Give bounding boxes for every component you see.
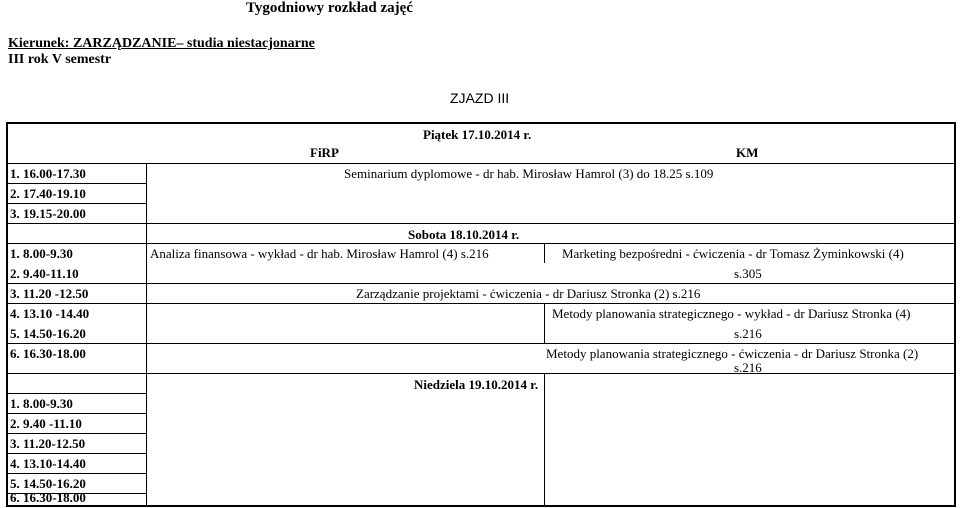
sunday-date: Niedziela 19.10.2014 r. xyxy=(414,377,539,392)
sunday-slot-4: 4. 13.10-14.40 xyxy=(10,456,86,471)
metody-wyklad-room: s.216 xyxy=(734,326,762,341)
grid-line xyxy=(544,303,545,343)
page-title: Tygodniowy rozkład zajęć xyxy=(246,0,413,16)
marketing-bezposredni: Marketing bezpośredni - ćwiczenia - dr Tomasz Żyminkowski (4) xyxy=(562,246,904,261)
saturday-slot-5: 5. 14.50-16.20 xyxy=(10,326,86,341)
saturday-slot-2: 2. 9.40-11.10 xyxy=(10,266,79,281)
friday-slot-2: 2. 17.40-19.10 xyxy=(10,186,86,201)
grid-line xyxy=(8,453,146,454)
year-semester-label: III rok V semestr xyxy=(8,52,112,67)
zarzadzanie-projektami: Zarządzanie projektami - ćwiczenia - dr Dariusz Stronka (2) s.216 xyxy=(356,286,701,301)
saturday-slot-3: 3. 11.20 -12.50 xyxy=(10,286,89,301)
friday-slot-3: 3. 19.15-20.00 xyxy=(10,206,86,221)
grid-line xyxy=(146,163,147,505)
grid-line xyxy=(8,343,954,344)
grid-line xyxy=(8,223,954,224)
friday-slot-1: 1. 16.00-17.30 xyxy=(10,166,86,181)
grid-line xyxy=(8,413,146,414)
grid-line xyxy=(8,373,954,374)
grid-line xyxy=(8,283,954,284)
sunday-slot-5: 5. 14.50-16.20 xyxy=(10,476,86,491)
saturday-slot-4: 4. 13.10 -14.40 xyxy=(10,306,90,321)
metody-cwiczenia: Metody planowania strategicznego - ćwiczenia - dr Dariusz Stronka (2) xyxy=(546,346,919,361)
schedule-table xyxy=(6,122,956,507)
grid-line xyxy=(8,433,146,434)
sunday-slot-2: 2. 9.40 -11.10 xyxy=(10,416,82,431)
marketing-room: s.305 xyxy=(734,266,762,281)
grid-line xyxy=(8,303,954,304)
sunday-slot-1: 1. 8.00-9.30 xyxy=(10,396,73,411)
friday-col-firp: FiRP xyxy=(310,145,339,160)
kierunek-label: Kierunek: ZARZĄDZANIE– studia niestacjonarne xyxy=(8,36,315,51)
friday-seminar: Seminarium dyplomowe - dr hab. Mirosław Hamrol (3) do 18.25 s.109 xyxy=(344,166,714,181)
metody-wyklad: Metody planowania strategicznego - wykład - dr Dariusz Stronka (4) xyxy=(552,306,911,321)
friday-col-km: KM xyxy=(736,145,759,160)
saturday-slot-1: 1. 8.00-9.30 xyxy=(10,246,73,261)
saturday-date: Sobota 18.10.2014 r. xyxy=(408,227,520,242)
zjazd-label: ZJAZD III xyxy=(450,90,510,106)
grid-line xyxy=(544,243,545,263)
grid-line xyxy=(544,373,545,505)
metody-cwiczenia-room: s.216 xyxy=(734,360,762,375)
grid-line xyxy=(8,473,146,474)
sunday-slot-3: 3. 11.20-12.50 xyxy=(10,436,86,451)
grid-line xyxy=(8,203,146,204)
grid-line xyxy=(8,243,954,244)
analiza-finansowa: Analiza finansowa - wykład - dr hab. Mirosław Hamrol (4) s.216 xyxy=(150,246,489,261)
grid-line xyxy=(8,163,954,164)
friday-date: Piątek 17.10.2014 r. xyxy=(423,127,532,142)
saturday-slot-6: 6. 16.30-18.00 xyxy=(10,346,86,361)
sunday-slot-6: 6. 16.30-18.00 xyxy=(10,490,86,505)
grid-line xyxy=(8,393,146,394)
grid-line xyxy=(8,183,146,184)
